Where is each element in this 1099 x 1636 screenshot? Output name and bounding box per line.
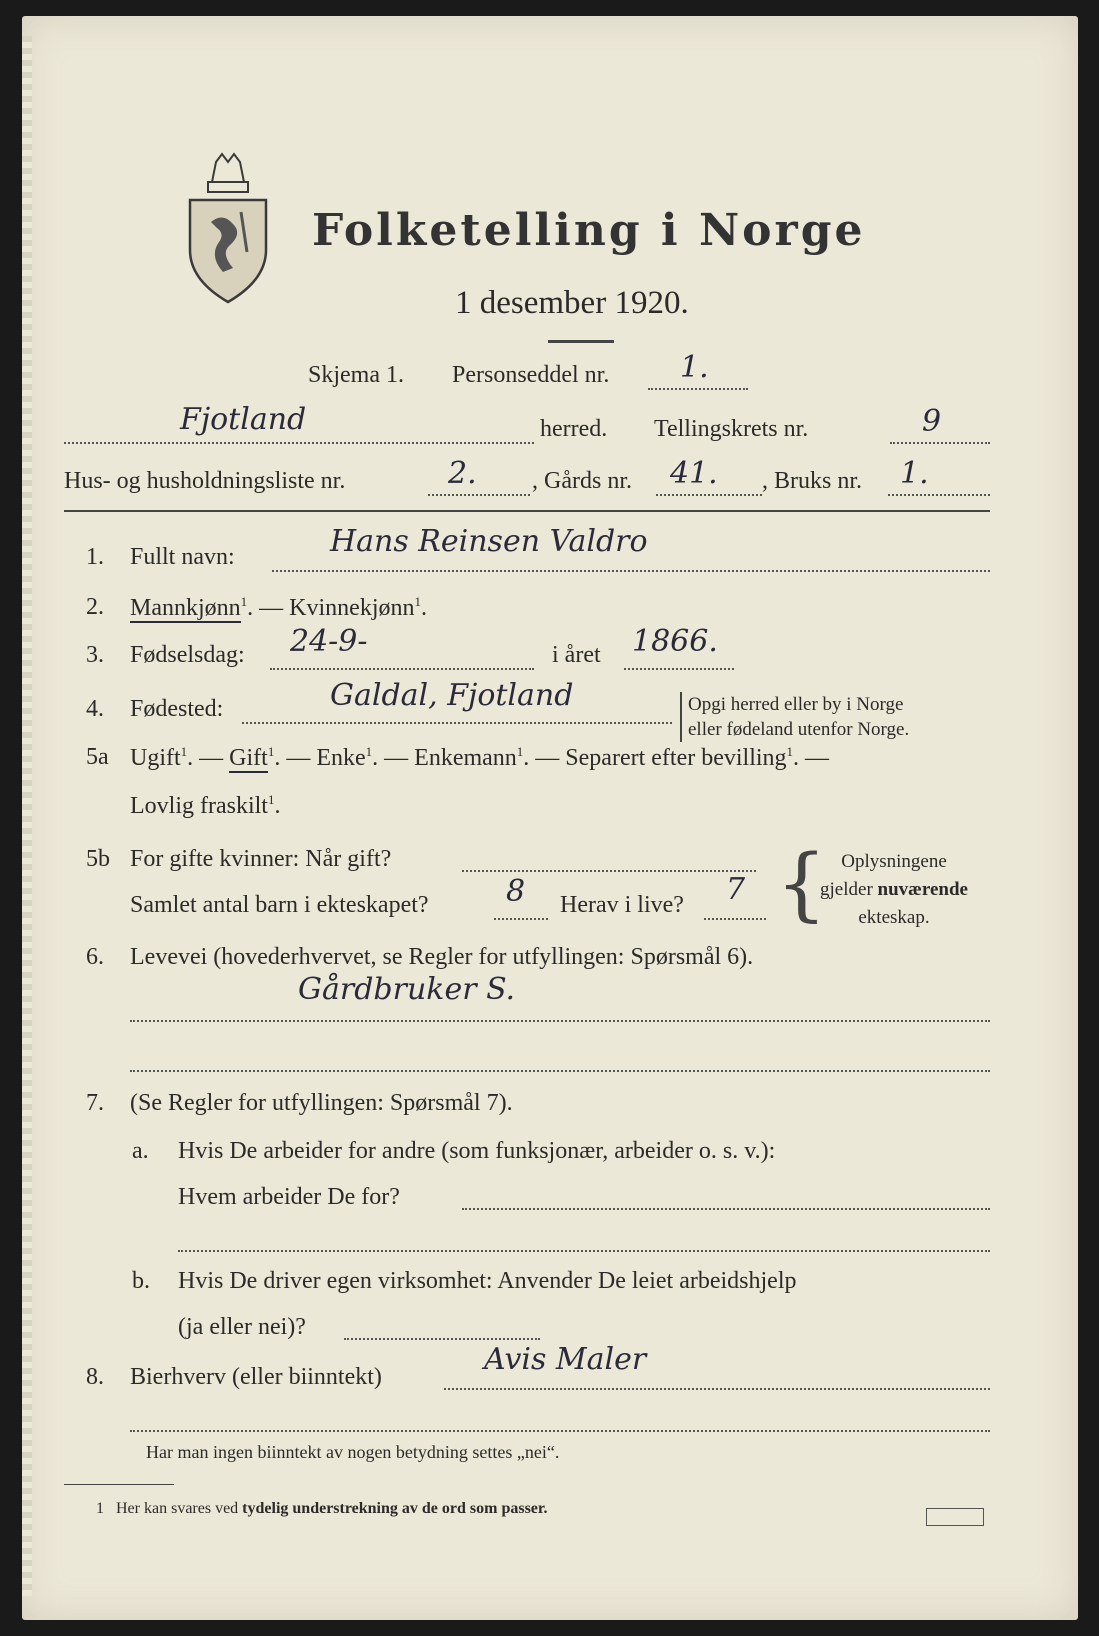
fraskilt-line: Lovlig fraskilt$^1$.	[130, 792, 281, 819]
occupation-field[interactable]	[130, 1020, 990, 1022]
gards-label: , Gårds nr.	[532, 468, 632, 494]
husliste-label: Hus- og husholdningsliste nr.	[64, 468, 346, 494]
female-option[interactable]: Kvinnekjønn	[289, 595, 415, 621]
alive-label: Herav i live?	[560, 892, 684, 918]
form-title: Folketelling i Norge	[312, 205, 866, 256]
q5b-label-married: For gifte kvinner: Når gift?	[130, 846, 392, 872]
children-count-field[interactable]	[494, 918, 548, 920]
herred-label: herred.	[540, 416, 608, 442]
hired-help-field[interactable]	[344, 1338, 540, 1340]
q3-number: 3.	[86, 642, 104, 668]
herred-value: Fjotland	[180, 402, 307, 437]
q7a-employer-label: Hvem arbeider De for?	[178, 1184, 400, 1210]
schema-label: Skjema 1.	[308, 362, 404, 388]
birthday-field[interactable]	[270, 668, 534, 670]
married-when-field[interactable]	[462, 870, 756, 872]
personseddel-field[interactable]	[648, 388, 748, 390]
q6-label: Levevei (hovederhvervet, se Regler for utfyllingen: Spørsmål 6).	[130, 944, 754, 970]
q4-number: 4.	[86, 696, 104, 722]
q5b-label-children: Samlet antal barn i ekteskapet?	[130, 892, 429, 918]
tellingskrets-label: Tellingskrets nr.	[654, 416, 809, 442]
marital-status-options: Ugift$^1$. — Gift$^1$. — Enke$^1$. — Enkemann$^1$. — Separert efter bevilling$^1$. —	[130, 744, 830, 771]
brace-icon: {	[776, 837, 827, 930]
q7-number: 7.	[86, 1090, 104, 1116]
title-divider	[548, 340, 614, 343]
gift-option[interactable]: Gift	[229, 745, 268, 771]
enkemann-option[interactable]: Enkemann	[414, 745, 517, 771]
bruks-value: 1.	[900, 456, 929, 491]
gards-value: 41.	[670, 456, 718, 491]
full-name-field[interactable]	[272, 570, 990, 572]
birthday-value: 24-9-	[290, 624, 368, 659]
q3-label: Fødselsdag:	[130, 642, 245, 668]
q7-label: (Se Regler for utfyllingen: Spørsmål 7).	[130, 1090, 513, 1116]
census-date: 1 desember 1920.	[455, 285, 689, 321]
birthplace-field[interactable]	[242, 722, 672, 724]
year-label: i året	[552, 642, 601, 668]
birth-year-field[interactable]	[624, 668, 734, 670]
q1-number: 1.	[86, 544, 104, 570]
q5a-number: 5a	[86, 744, 109, 770]
full-name-value: Hans Reinsen Valdro	[330, 524, 648, 559]
male-option[interactable]: Mannkjønn	[130, 595, 241, 621]
q2-number: 2.	[86, 594, 104, 620]
side-income-field[interactable]	[444, 1388, 990, 1390]
fraskilt-option[interactable]: Lovlig fraskilt	[130, 793, 268, 819]
birth-year-value: 1866.	[632, 624, 718, 659]
q7b-hired-help-label: (ja eller nei)?	[178, 1314, 306, 1340]
tellingskrets-value: 9	[922, 404, 942, 439]
q2-gender-options: Mannkjønn$^1$. — Kvinnekjønn$^1$.	[130, 594, 427, 621]
herred-field[interactable]	[64, 442, 534, 444]
side-income-value: Avis Maler	[484, 1342, 647, 1377]
husliste-value: 2.	[448, 456, 477, 491]
children-alive-field[interactable]	[704, 918, 766, 920]
q7b-text: Hvis De driver egen virksomhet: Anvender De leiet arbeidshjelp	[178, 1268, 797, 1294]
personseddel-value: 1.	[680, 350, 709, 385]
q1-label: Fullt navn:	[130, 544, 235, 570]
q8-label: Bierhverv (eller biinntekt)	[130, 1364, 382, 1390]
q7a-text: Hvis De arbeider for andre (som funksjonær, arbeider o. s. v.):	[178, 1138, 776, 1164]
q7a-letter: a.	[132, 1138, 149, 1164]
income-note: Har man ingen biinntekt av nogen betydning settes „nei“.	[146, 1442, 560, 1462]
birthplace-note: Opgi herred eller by i Norge eller fødeland utenfor Norge.	[680, 692, 909, 742]
employer-field[interactable]	[462, 1208, 990, 1210]
birthplace-value: Galdal, Fjotland	[330, 678, 574, 713]
husliste-field[interactable]	[428, 494, 530, 496]
footnote: 1 Her kan svares ved tydelig understrekning av de ord som passer.	[96, 1500, 548, 1517]
enke-option[interactable]: Enke	[316, 745, 366, 771]
bruks-label: , Bruks nr.	[762, 468, 863, 494]
q6-number: 6.	[86, 944, 104, 970]
norwegian-coat-of-arms-icon	[186, 152, 270, 304]
marriage-note: Oplysningene gjelder nuværende ekteskap.	[820, 851, 968, 928]
footnote-divider	[64, 1484, 174, 1485]
children-alive-value: 7	[726, 872, 746, 907]
employer-field-2[interactable]	[178, 1250, 990, 1252]
bruks-field[interactable]	[888, 494, 990, 496]
occupation-field-2[interactable]	[130, 1070, 990, 1072]
q7b-letter: b.	[132, 1268, 150, 1294]
occupation-value: Gårdbruker S.	[298, 972, 516, 1007]
perforated-edge	[22, 36, 32, 1596]
tellingskrets-field[interactable]	[890, 442, 990, 444]
q5b-number: 5b	[86, 846, 110, 872]
children-count-value: 8	[506, 874, 526, 909]
personseddel-label: Personseddel nr.	[452, 362, 610, 388]
separert-option[interactable]: Separert efter bevilling	[565, 745, 787, 771]
q4-label: Fødested:	[130, 696, 224, 722]
gards-field[interactable]	[656, 494, 762, 496]
printer-mark-icon	[926, 1508, 984, 1526]
q8-number: 8.	[86, 1364, 104, 1390]
ugift-option[interactable]: Ugift	[130, 745, 181, 771]
side-income-field-2[interactable]	[130, 1430, 990, 1432]
header-divider	[64, 510, 990, 512]
